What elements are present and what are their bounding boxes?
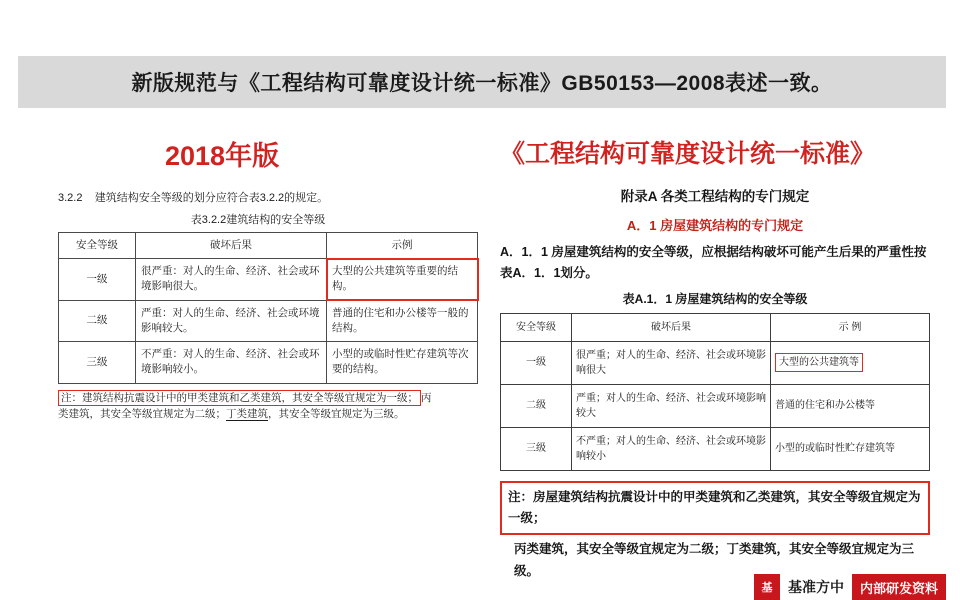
left-table-caption: 表3.2.2建筑结构的安全等级 — [190, 213, 326, 226]
confidential-tag: 内部研发资料 — [852, 574, 946, 600]
right-header-level: 安全等级 — [501, 313, 572, 341]
left-clause-text: 建筑结构安全等级的划分应符合表3.2.2的规定。 — [94, 192, 329, 204]
left-safety-level-table — [58, 232, 478, 384]
left-clause-number: 3.2.2 — [58, 192, 83, 204]
right-row3-example: 小型的或临时性贮存建筑等 — [771, 427, 930, 470]
right-row2-level: 二级 — [501, 384, 572, 427]
right-row2-consequence: 严重；对人的生命、经济、社会或环境影响较大 — [572, 384, 771, 427]
right-row1-example-cell — [771, 341, 930, 384]
right-safety-level-table — [500, 313, 930, 471]
brand-name: 基准方中 — [780, 574, 852, 600]
left-note-tail-1: 丙 — [421, 391, 432, 404]
right-row1-example: 大型的公共建筑等 — [775, 353, 863, 372]
brand-mark-icon: 基 — [754, 574, 780, 600]
left-note-tail-2: 类建筑，其安全等级宜规定为二级； — [58, 408, 226, 421]
right-section-title: A．1 房屋建筑结构的专门规定 — [626, 217, 804, 233]
right-row1-consequence: 很严重；对人的生命、经济、社会或环境影响很大 — [572, 341, 771, 384]
right-row3-consequence: 不严重；对人的生命、经济、社会或环境影响较小 — [572, 427, 771, 470]
slide-right-margin — [946, 0, 960, 600]
right-table-caption: 表A.1．1 房屋建筑结构的安全等级 — [622, 291, 808, 306]
left-note-boxed: 注：建筑结构抗震设计中的甲类建筑和乙类建筑，其安全等级宜规定为一级； — [58, 390, 421, 406]
table-row — [59, 259, 478, 300]
table-header-row — [501, 313, 930, 341]
left-row3-consequence: 不严重：对人的生命、经济、社会或环境影响较小。 — [136, 342, 327, 383]
left-row1-example: 大型的公共建筑等重要的结构。 — [327, 259, 478, 300]
table-row — [59, 300, 478, 341]
left-document — [58, 190, 469, 423]
right-note-tail: 丙类建筑，其安全等级宜规定为二级；丁类建筑，其安全等级宜规定为三级。 — [514, 542, 915, 578]
left-header-consequence: 破坏后果 — [136, 233, 327, 259]
left-header-level: 安全等级 — [59, 233, 136, 259]
right-note-boxed: 注：房屋建筑结构抗震设计中的甲类建筑和乙类建筑，其安全等级宜规定为一级； — [500, 481, 930, 536]
left-row2-consequence: 严重：对人的生命、经济、社会或环境影响较大。 — [136, 300, 327, 341]
right-header-consequence: 破坏后果 — [572, 313, 771, 341]
left-table-note — [58, 390, 458, 424]
left-row3-level: 三级 — [59, 342, 136, 383]
left-column-heading: 2018年版 — [165, 141, 280, 171]
left-row2-example: 普通的住宅和办公楼等一般的结构。 — [327, 300, 478, 341]
right-row2-example: 普通的住宅和办公楼等 — [771, 384, 930, 427]
left-note-underlined: 丁类建筑 — [226, 408, 268, 421]
right-table-note — [500, 481, 930, 582]
footer-logo — [754, 574, 946, 600]
table-row — [501, 427, 930, 470]
left-row1-level: 一级 — [59, 259, 136, 300]
right-row1-level: 一级 — [501, 341, 572, 384]
right-paragraph: A．1．1 房屋建筑结构的安全等级，应根据结构破坏可能产生后果的严重性按表A．1．1划分。 — [500, 245, 927, 281]
left-row1-consequence: 很严重：对人的生命、经济、社会或环境影响很大。 — [136, 259, 327, 300]
right-appendix-title: 附录A 各类工程结构的专门规定 — [620, 189, 810, 204]
left-row2-level: 二级 — [59, 300, 136, 341]
left-note-tail-3: ，其安全等级宜规定为三级。 — [268, 408, 405, 421]
right-column-heading: 《工程结构可靠度设计统一标准》 — [500, 140, 876, 168]
right-row3-level: 三级 — [501, 427, 572, 470]
left-header-example: 示例 — [327, 233, 478, 259]
left-clause-line — [58, 190, 458, 207]
slide-left-margin — [0, 0, 18, 600]
table-row — [501, 384, 930, 427]
right-header-example: 示 例 — [771, 313, 930, 341]
header-band — [18, 56, 946, 108]
page-title: 新版规范与《工程结构可靠度设计统一标准》GB50153—2008表述一致。 — [131, 72, 833, 95]
left-row3-example: 小型的或临时性贮存建筑等次要的结构。 — [327, 342, 478, 383]
right-document — [500, 186, 930, 582]
table-header-row — [59, 233, 478, 259]
table-row — [59, 342, 478, 383]
table-row — [501, 341, 930, 384]
